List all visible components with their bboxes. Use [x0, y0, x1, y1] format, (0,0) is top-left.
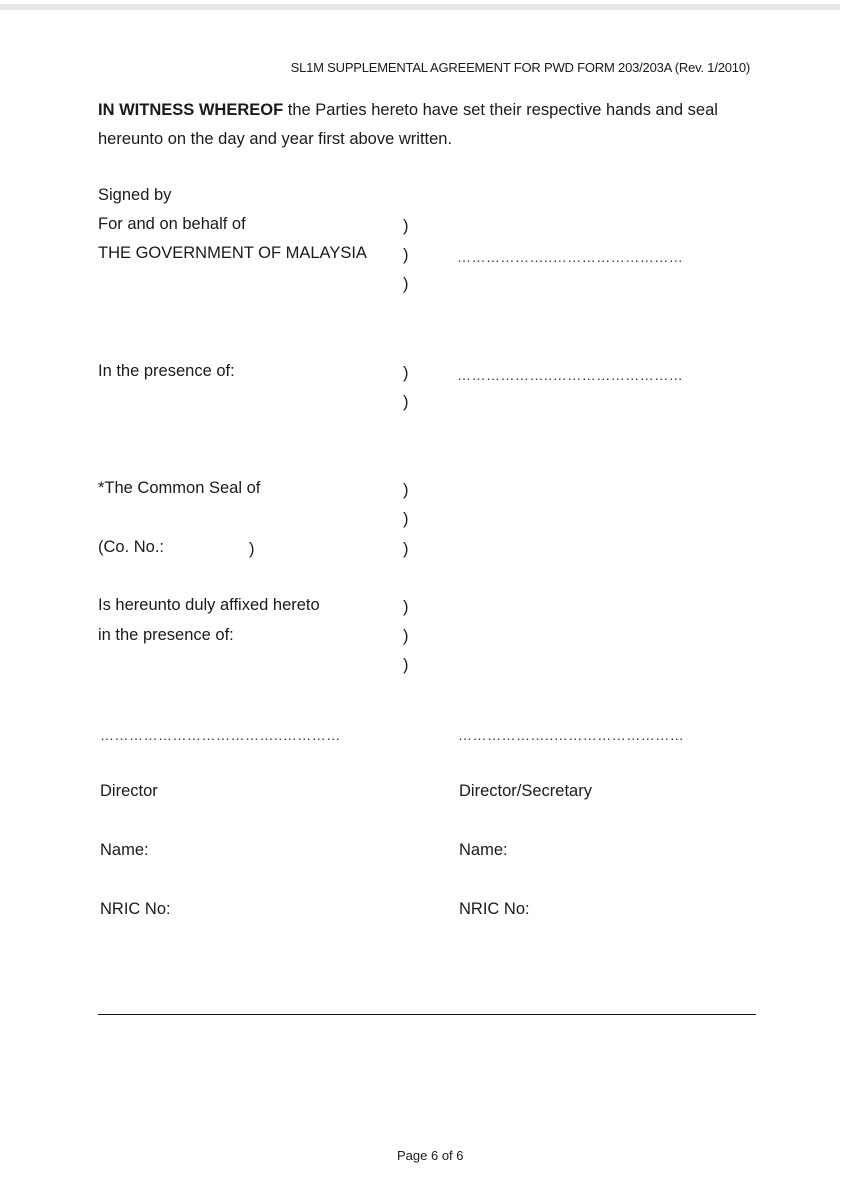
bracket-mark: )	[403, 598, 409, 616]
secretary-role: Director/Secretary	[459, 782, 592, 800]
bracket-mark: )	[403, 656, 409, 674]
document-header: SL1M SUPPLEMENTAL AGREEMENT FOR PWD FORM 203/203A (Rev. 1/2010)	[290, 60, 750, 75]
government-signature-line[interactable]: ………………..………………………	[457, 249, 684, 265]
affixed-label-2: in the presence of:	[98, 626, 234, 644]
bracket-mark: )	[403, 246, 409, 264]
witness-clause	[98, 96, 753, 154]
common-seal-label: *The Common Seal of	[98, 479, 261, 497]
bracket-mark: )	[403, 217, 409, 235]
bracket-mark: )	[403, 393, 409, 411]
director-signature-line[interactable]: ………………………………..…………	[100, 727, 341, 743]
director-nric-label: NRIC No:	[100, 900, 171, 918]
bracket-mark: )	[403, 540, 409, 558]
director-role: Director	[100, 782, 158, 800]
government-name: THE GOVERNMENT OF MALAYSIA	[98, 244, 367, 262]
witness-clause-bold: IN WITNESS WHEREOF	[98, 101, 284, 119]
secretary-nric-label: NRIC No:	[459, 900, 530, 918]
page-number: Page 6 of 6	[397, 1148, 464, 1163]
witness-clause-text: the Parties hereto have set their respective hands and seal hereunto on the day and year first above written.	[98, 101, 718, 148]
bracket-mark: )	[403, 364, 409, 382]
signed-by-label: Signed by	[98, 186, 172, 204]
affixed-label-1: Is hereunto duly affixed hereto	[98, 596, 320, 614]
company-number-bracket: )	[249, 540, 255, 558]
presence-label: In the presence of:	[98, 362, 235, 380]
scan-edge	[0, 4, 840, 10]
bracket-mark: )	[403, 481, 409, 499]
bracket-mark: )	[403, 275, 409, 293]
bracket-mark: )	[403, 627, 409, 645]
secretary-name-label: Name:	[459, 841, 508, 859]
bracket-mark: )	[403, 510, 409, 528]
company-number-label: (Co. No.:	[98, 538, 165, 556]
secretary-signature-line[interactable]: ………………..………………………	[458, 727, 685, 743]
witness-signature-line[interactable]: ………………..………………………	[457, 367, 684, 383]
director-name-label: Name:	[100, 841, 149, 859]
footer-rule	[98, 1014, 756, 1015]
on-behalf-label: For and on behalf of	[98, 215, 246, 233]
